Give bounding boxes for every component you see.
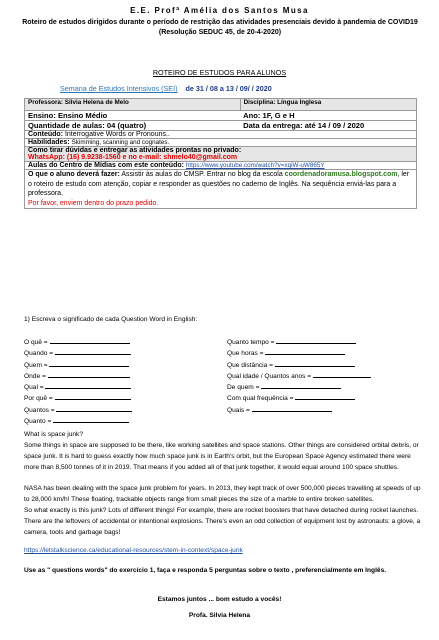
- article-paragraph-3b: So what exactly is this junk? Lots of different things! For example, there are rocket boosters that have detached during rocket launches. There are the leftovers of accidental or intentional explosions. There's even an odd collection of equipment lost by astronauts: a glove, a camera, tools and garbage bags!: [24, 507, 421, 536]
- week-dates: de 31 / 08 a 13 / 09/ / 2020: [185, 84, 272, 93]
- question-item: Onde =: [24, 371, 132, 382]
- teacher-signature: Profa. Silvia Helena: [188, 612, 251, 619]
- question-item: Quantos =: [24, 405, 132, 416]
- conteudo-cell: Conteúdo: Interrogative Words or Pronouns..: [25, 131, 417, 139]
- question-item: Qual =: [24, 382, 132, 393]
- exercise-title: 1) Escreva o significado de cada Question Word in English:: [24, 316, 198, 323]
- article-paragraph-1: Some things in space are supposed to be there, like working satellites and space stations. Other things are considered orbital debris, or space junk. It is hard to guess exactly how much space junk is in Earth's orbit, but the European Space Agency estimated there were more than 8,500 tonnes of it in 2019. That means if you added all of that junk together, it would equal around 100 space shuttles.: [24, 442, 419, 471]
- ensino-cell: Ensino: Ensino Médio: [25, 111, 241, 121]
- aulas-cell: Aulas do Centro de Mídias com este conteúdo: https://www.youtube.com/watch?v=xqiW-uW865Y: [25, 162, 417, 170]
- ano-cell: Ano: 1F, G e H: [240, 111, 416, 121]
- week-label: Semana de Estudos Intensivos (SEI): [60, 84, 178, 93]
- exercise-left-column: [24, 337, 132, 427]
- entrega-cell: Data da entrega: até 14 / 09 / 2020: [240, 121, 416, 131]
- question-item: Quanto =: [24, 416, 132, 427]
- disciplina-cell: Disciplina: Língua Inglesa: [240, 99, 416, 111]
- final-instruction: Use as " questions words" do exercício 1, faça e responda 5 perguntas sobre o texto , preferencialmente em Inglês.: [24, 567, 387, 574]
- roteiro-title: ROTEIRO DE ESTUDOS PARA ALUNOS: [152, 68, 287, 77]
- professora-cell: Professora: Silvia Helena de Melo: [25, 99, 241, 111]
- duvidas-cell: [25, 147, 417, 162]
- article-paragraph-2: NASA has been dealing with the space junk problem for years. In 2013, they kept track of over 500,000 pieces travelling at speeds of up to 28,000 km/h! These floating, trackable objects range from small pieces the size of a marble to entire broken satellites.: [24, 485, 421, 503]
- exercise-right-column: [227, 337, 371, 416]
- aulas-link[interactable]: https://www.youtube.com/watch?v=xqiW-uW865Y: [185, 162, 325, 169]
- blog-link[interactable]: coordenadoramusa.blogspot.com: [284, 171, 398, 178]
- question-item: Qual idade / Quantos anos =: [227, 371, 371, 382]
- question-item: Que horas =: [227, 348, 371, 359]
- week-line: [60, 84, 272, 93]
- question-item: Com qual frequência =: [227, 393, 371, 404]
- quantidade-cell: Quantidade de aulas: 04 (quatro): [25, 121, 241, 131]
- whatsapp-text: WhatsApp: (16) 9.9238-1560 e no e-mail: shmelo40@gmail.com: [28, 154, 238, 161]
- prazo-text: Por favor, enviem dentro do prazo pedido.: [28, 199, 159, 207]
- farewell-text: Estamos juntos ... bom estudo a vocês!: [157, 596, 282, 603]
- source-link[interactable]: https://letstalkscience.ca/educational-resources/stem-in-context/space-junk: [24, 547, 243, 554]
- question-item: Quais =: [227, 405, 371, 416]
- article-question: What is space junk?: [24, 431, 84, 438]
- school-name: E.E. Profª Amélia dos Santos Musa: [130, 6, 309, 15]
- info-table: [24, 98, 417, 209]
- question-item: Que distância =: [227, 360, 371, 371]
- intro-text: Roteiro de estudos dirigidos durante o período de restrição das atividades presenciais devido à pandemia de COVID19 (Resolução SEDUC 45, de 20-4-2020): [22, 19, 418, 36]
- question-item: Quando =: [24, 348, 132, 359]
- habilidades-cell: Habilidades: Skimming, scanning and cognates.: [25, 139, 417, 147]
- duvidas-text: Como tirar dúvidas e entregar as atividades prontas no privado:: [28, 147, 242, 154]
- question-item: O quê =: [24, 337, 132, 348]
- question-item: Por quê =: [24, 393, 132, 404]
- question-item: Quem =: [24, 360, 132, 371]
- fazer-cell: O que o aluno deverá fazer: Assistir às aulas do CMSP. Entrar no blog da escola coordenadoramusa.blogspot.com, ler o roteiro de estudo com atenção, copiar e responder as questões no caderno de Inglês. Na sequência enviá-las para a professora. Por favor, enviem dentro do prazo pedido.: [25, 170, 417, 209]
- question-item: Quanto tempo =: [227, 337, 371, 348]
- question-item: De quem =: [227, 382, 371, 393]
